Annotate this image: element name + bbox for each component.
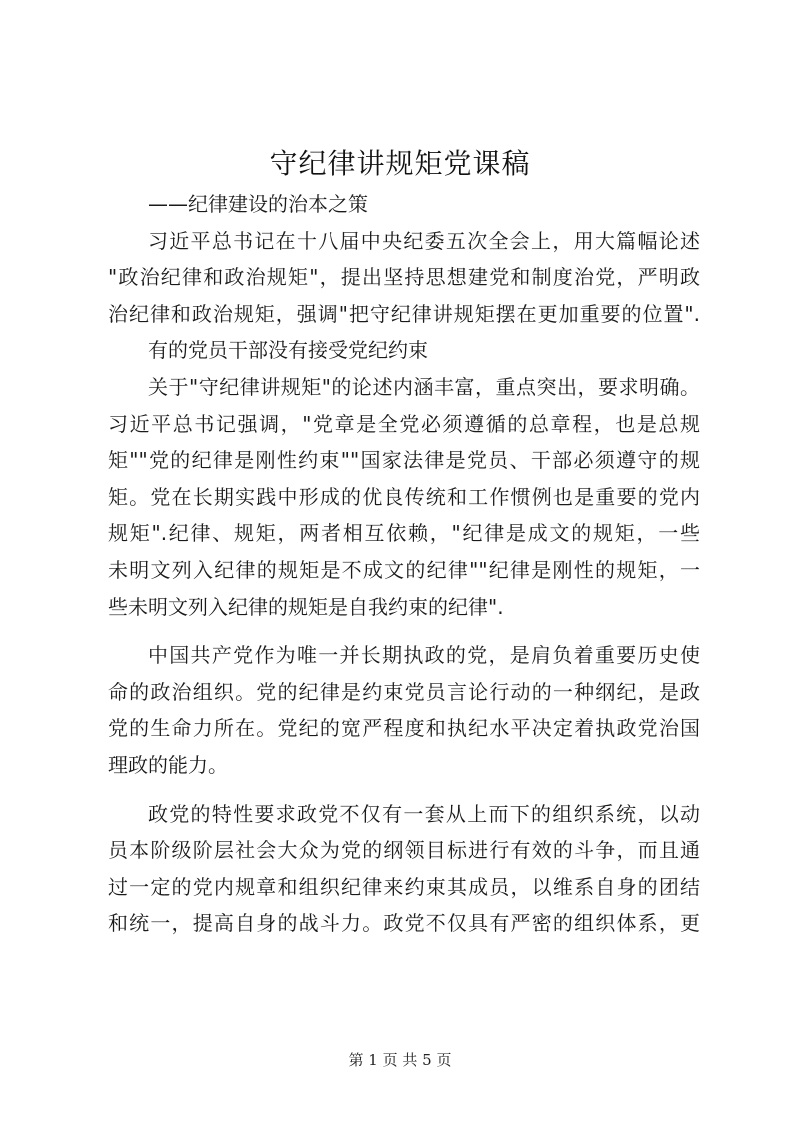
paragraph-line: 员本阶级阶层社会大众为党的纲领目标进行有效的斗争，而且通	[108, 838, 700, 863]
paragraph-line: 矩。党在长期实践中形成的优良传统和工作惯例也是重要的党内	[108, 484, 700, 509]
paragraph-line: 矩""党的纪律是刚性约束""国家法律是党员、干部必须遵守的规	[108, 448, 700, 473]
paragraph-line: 些未明文列入纪律的规矩是自我约束的纪律".	[108, 594, 504, 619]
paragraph-4	[108, 637, 700, 783]
page-footer: 第 1 页 共 5 页	[348, 1051, 452, 1069]
paragraph-line: 治纪律和政治规矩，强调"把守纪律讲规矩摆在更加重要的位置".	[108, 301, 700, 326]
paragraph-line: 习近平总书记强调，"党章是全党必须遵循的总章程，也是总规	[108, 411, 700, 436]
subtitle	[108, 186, 700, 223]
paragraph-line: 未明文列入纪律的规矩是不成文的纪律""纪律是刚性的规矩，一	[108, 557, 700, 582]
paragraph-line: "政治纪律和政治规矩"，提出坚持思想建党和制度治党，严明政	[108, 265, 700, 290]
paragraph-5	[108, 796, 700, 942]
paragraph-line: 过一定的党内规章和组织纪律来约束其成员，以维系自身的团结	[108, 874, 700, 899]
paragraph-3	[108, 369, 700, 625]
document-body	[108, 186, 700, 942]
document-title: 守纪律讲规矩党课稿	[269, 147, 531, 180]
subtitle-line: ——纪律建设的治本之策	[148, 192, 368, 216]
paragraph-line: 习近平总书记在十八届中央纪委五次全会上，用大篇幅论述	[148, 228, 700, 253]
paragraph-line: 中国共产党作为唯一并长期执政的党，是肩负着重要历史使	[148, 643, 700, 668]
paragraph-line: 关于"守纪律讲规矩"的论述内涵丰富，重点突出，要求明确。	[148, 374, 700, 399]
paragraph-line: 规矩".纪律、规矩，两者相互依赖，"纪律是成文的规矩，一些	[108, 521, 700, 546]
paragraph-line: 党的生命力所在。党纪的宽严程度和执纪水平决定着执政党治国	[108, 716, 700, 741]
paragraph-line: 理政的能力。	[108, 752, 228, 777]
paragraph-line: 政党的特性要求政党不仅有一套从上而下的组织系统，以动	[148, 801, 700, 826]
paragraph-1	[108, 223, 700, 333]
paragraph-line: 和统一，提高自身的战斗力。政党不仅具有严密的组织体系，更	[108, 911, 700, 936]
paragraph-line: 有的党员干部没有接受党纪约束	[148, 338, 428, 363]
paragraph-2	[108, 332, 700, 369]
paragraph-line: 命的政治组织。党的纪律是约束党员言论行动的一种纲纪，是政	[108, 679, 700, 704]
